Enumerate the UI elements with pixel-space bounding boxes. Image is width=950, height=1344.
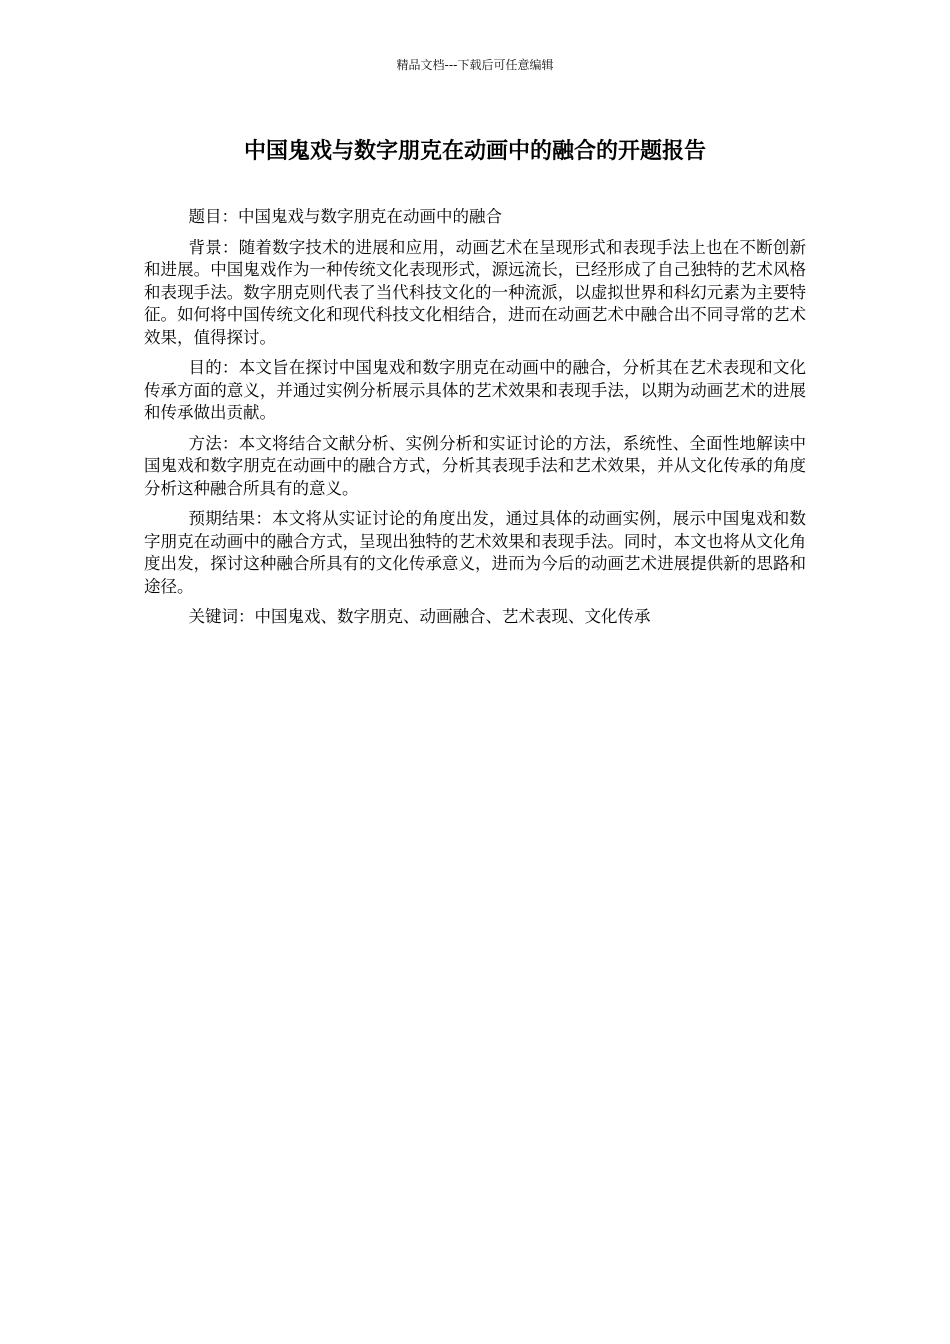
section-expected-results bbox=[144, 508, 806, 598]
section-text: 中国鬼戏、数字朋克、动画融合、艺术表现、文化传承 bbox=[254, 607, 651, 626]
section-label: 预期结果： bbox=[188, 509, 273, 528]
section-text: 本文旨在探讨中国鬼戏和数字朋克在动画中的融合，分析其在艺术表现和文化传承方面的意义，并通过实例分析展示具体的艺术效果和表现手法，以期为动画艺术的进展和传承做出贡献。 bbox=[144, 358, 807, 422]
section-purpose bbox=[144, 357, 806, 425]
section-label: 关键词： bbox=[188, 607, 255, 626]
document-title: 中国鬼戏与数字朋克在动画中的融合的开题报告 bbox=[243, 139, 706, 164]
section-background bbox=[144, 237, 806, 350]
section-keywords bbox=[144, 606, 806, 629]
document-body bbox=[144, 206, 806, 637]
section-topic bbox=[144, 206, 806, 229]
section-label: 题目： bbox=[188, 207, 239, 226]
section-text: 本文将从实证讨论的角度出发，通过具体的动画实例，展示中国鬼戏和数字朋克在动画中的融合方式，呈现出独特的艺术效果和表现手法。同时，本文也将从文化角度出发，探讨这种融合所具有的文化传承意义，进而为今后的动画艺术进展提供新的思路和途径。 bbox=[144, 509, 807, 596]
section-label: 背景： bbox=[188, 237, 239, 257]
section-text: 随着数字技术的进展和应用，动画艺术在呈现形式和表现手法上也在不断创新和进展。中国鬼戏作为一种传统文化表现形式，源远流长，已经形成了自己独特的艺术风格和表现手法。数字朋克则代表了当代科技文化的一种流派，以虚拟世界和科幻元素为主要特征。如何将中国传统文化和现代科技文化相结合，进而在动画艺术中融合出不同寻常的艺术效果，值得探讨。 bbox=[144, 237, 807, 347]
section-text: 中国鬼戏与数字朋克在动画中的融合 bbox=[238, 207, 503, 226]
header-note: 精品文档---下载后可任意编辑 bbox=[396, 58, 554, 72]
section-text: 本文将结合文献分析、实例分析和实证讨论的方法，系统性、全面性地解读中国鬼戏和数字朋克在动画中的融合方式，分析其表现手法和艺术效果，并从文化传承的角度分析这种融合所具有的意义。 bbox=[144, 433, 807, 498]
section-label: 目的： bbox=[188, 358, 239, 377]
section-method bbox=[144, 433, 806, 501]
section-label: 方法： bbox=[188, 433, 239, 453]
